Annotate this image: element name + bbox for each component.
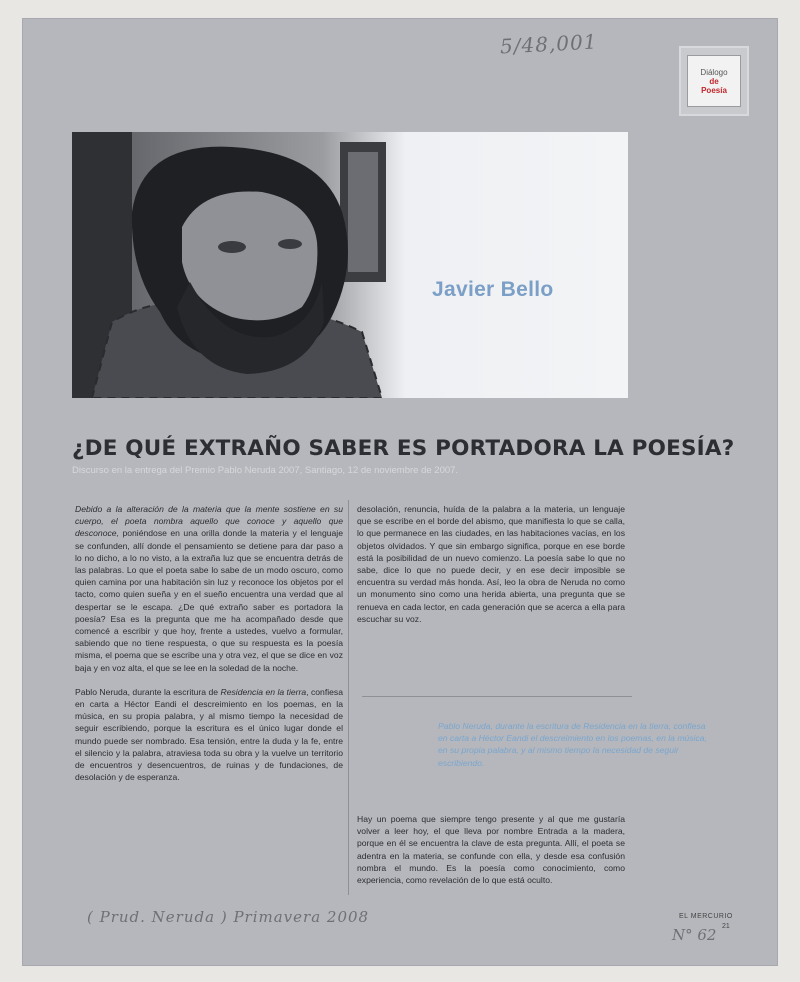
pull-quote-rule xyxy=(362,696,632,697)
article-headline: ¿DE QUÉ EXTRAÑO SABER ES PORTADORA LA POESÍA? xyxy=(72,436,735,461)
magazine-name: EL MERCURIO xyxy=(679,913,733,920)
portrait-photo xyxy=(72,132,628,398)
paragraph-lead-italic: Debido a la alteración de la materia que la mente sostiene en su cuerpo, el poeta nombra aquello que conoce y aquello que desconoce, xyxy=(75,504,343,539)
paragraph xyxy=(75,686,343,784)
paragraph: desolación, renuncia, huída de la palabra a la materia, un lenguaje que se escribe en el borde del abismo, que manifiesta lo que se calla, lo que permanece en las ciudades, en las habitaciones vacías, en los objetos olvidados. Y que sin embargo significa, porque en ese borde está la posibilidad de un nuevo comienzo. La poesía sabe lo que no sabe, dice lo que no puede decir, y en ese decir imposible se encuentra su verdad más honda. Así, leo la obra de Neruda no como un monumento sino como una herida abierta, una pregunta que se renueva en cada lector, en cada generación que se acerca a ella para escuchar su voz. xyxy=(357,504,625,624)
pull-quote: Pablo Neruda, durante la escritura de Residencia en la tierra, confiesa en carta a Héctor Eandi el descreimiento en los poemas, en la música, en su propia palabra, y al mismo tiempo la necesidad de seguir escribiendo. xyxy=(438,721,707,768)
article-column-right-lower xyxy=(357,813,625,898)
handwritten-archive-code: 5/48,001 xyxy=(499,29,599,59)
logo-line-1: Diálogo xyxy=(700,67,728,77)
article-column-right xyxy=(357,503,625,637)
photo-caption-name: Javier Bello xyxy=(432,278,554,301)
portrait-illustration xyxy=(72,132,628,398)
handwritten-issue-number: N° 62 xyxy=(672,926,717,944)
article-column-left xyxy=(75,503,343,795)
page-number: 21 xyxy=(722,923,730,930)
scanned-page xyxy=(22,18,778,966)
paragraph-text: poniéndose en una orilla donde la materia y el lenguaje se confunden, allí donde el pensamiento se detiene para dar paso a lo no dicho, a lo no visto, a la extraña luz que se encuentra detrás de las palabras. Lo que el poeta sabe lo sabe de un modo oscuro, como quien camina por una habitación sin luz y reconoce los objetos por el tacto, como quien sueña y en el sueño encuentra una verdad que al despertar se le escapa. ¿De qué extraño saber es portadora la poesía? Esa es la pregunta que me ha acompañado desde que comencé a escribir y que hoy, frente a ustedes, vuelvo a formular, sabiendo que no tiene respuesta, o que su respuesta es la poesía misma, el poema que se escribe una y otra vez, el que se dice en voz baja y en voz alta, el que se lee en la soledad de la noche. xyxy=(75,528,343,673)
paragraph: Hay un poema que siempre tengo presente y al que me gustaría volver a leer hoy, el que lleva por nombre Entrada a la madera, porque en él se encuentra la clave de esta pregunta. Allí, el poeta se adentra en la materia, se confunde con ella, y desde esa confusión nombra el mundo. Es la poesía como conocimiento, como experiencia, como revelación de lo que está oculto. xyxy=(357,814,625,886)
book-title: Residencia en la tierra xyxy=(220,686,307,697)
dialogo-de-poesia-logo xyxy=(679,46,749,116)
article-subhead: Discurso en la entrega del Premio Pablo Neruda 2007, Santiago, 12 de noviembre de 2007. xyxy=(72,465,459,476)
column-divider xyxy=(348,500,349,895)
logo-line-3: Poesía xyxy=(701,85,727,95)
paragraph-text: , confiesa en carta a Héctor Eandi el descreimiento en los poemas, en la música, en su propia palabra, y al mismo tiempo la necesidad de seguir escribiendo, porque la escritura es el único lugar donde el mundo puede ser nombrado. Esa tensión, entre la duda y la fe, entre el silencio y la palabra, atraviesa toda su obra y la vuelve un territorio de encuentros y desencuentros, de ruinas y de fundaciones, de desolación y de esperanza. xyxy=(75,686,343,783)
paragraph-text: Pablo Neruda, durante la escritura de xyxy=(75,686,221,697)
logo-line-2: de xyxy=(709,76,719,86)
paragraph xyxy=(75,503,343,674)
handwritten-note: ( Prud. Neruda ) Primavera 2008 xyxy=(87,908,370,926)
